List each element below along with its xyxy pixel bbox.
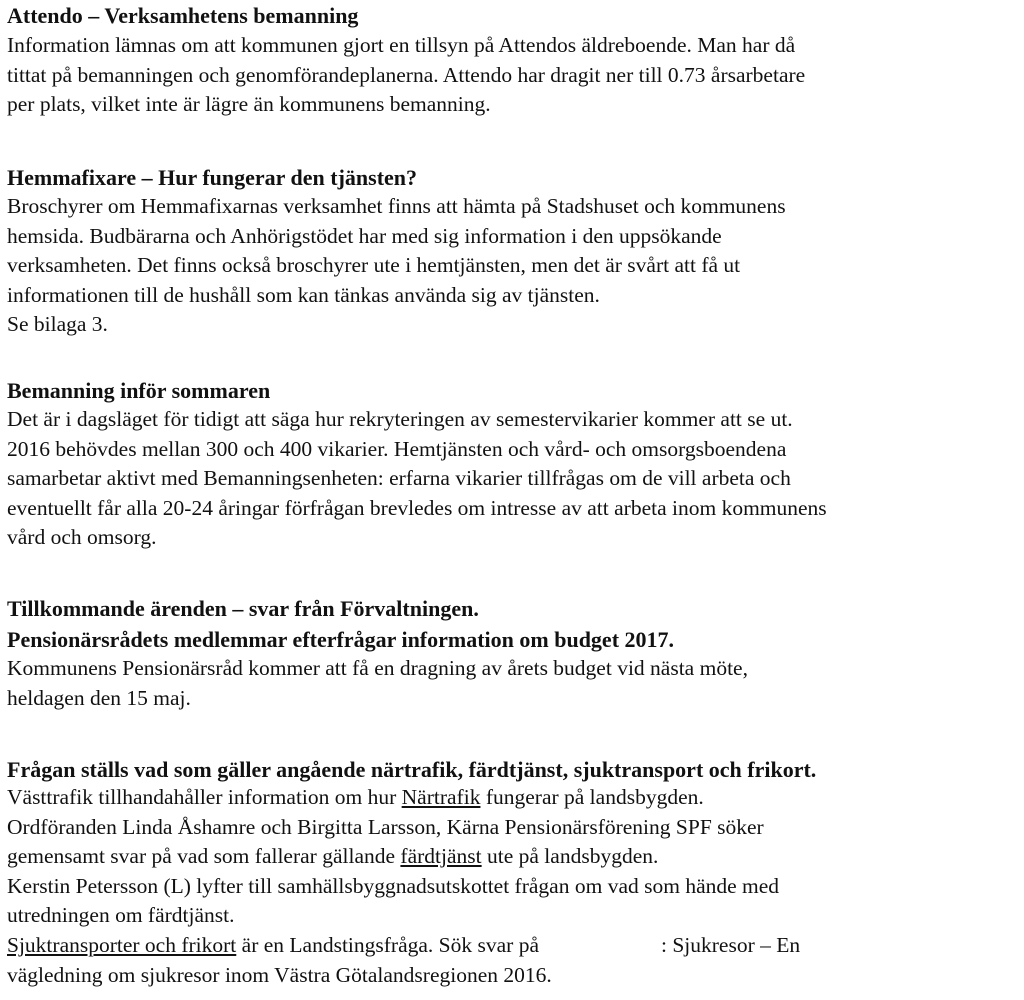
body-line: heldagen den 15 maj. <box>7 685 191 710</box>
body-line: Det är i dagsläget för tidigt att säga hur rekryteringen av semestervikarier kommer att se ut. <box>7 407 793 431</box>
body-line: 2016 behövdes mellan 300 och 400 vikarier. Hemtjänsten och vård- och omsorgsboendena <box>7 436 787 461</box>
body-line: vägledning om sjukresor inom Västra Götalandsregionen 2016. <box>7 962 552 987</box>
body-line: utredningen om färdtjänst. <box>7 903 235 928</box>
body-line: Kommunens Pensionärsråd kommer att få en dragning av årets budget vid nästa möte, <box>7 656 748 680</box>
section-body <box>7 654 1022 713</box>
body-line <box>7 783 1022 813</box>
text-fragment: ute på landsbygden. <box>481 844 659 869</box>
body-line <box>7 931 1022 961</box>
section-body <box>7 192 1022 340</box>
section-hemmafixare <box>7 165 1022 340</box>
section-fardtjanst <box>7 757 1022 990</box>
body-line: eventuellt får alla 20-24 åringar förfrågan brevledes om intresse av att arbeta inom kommunens <box>7 495 827 520</box>
text-fragment: fungerar på landsbygden. <box>480 785 704 809</box>
section-heading: Bemanning inför sommaren <box>7 378 271 403</box>
section-body <box>7 783 1022 990</box>
section-heading: Hemmafixare – Hur fungerar den tjänsten? <box>7 165 418 190</box>
body-line <box>7 842 1022 872</box>
text-fragment: gemensamt svar på vad som fallerar gällande <box>7 844 401 869</box>
body-line: per plats, vilket inte är lägre än kommunens bemanning. <box>7 92 491 117</box>
body-line: Ordföranden Linda Åshamre och Birgitta Larsson, Kärna Pensionärsförening SPF söker <box>7 814 764 839</box>
body-line: Se bilaga 3. <box>7 312 108 337</box>
link-sjuktransporter[interactable]: Sjuktransporter och frikort <box>7 932 237 957</box>
body-line: tittat på bemanningen och genomförandeplanerna. Attendo har dragit ner till 0.73 årsarbetare <box>7 62 806 87</box>
section-bemanning-sommar <box>7 378 1022 553</box>
section-subheading: Pensionärsrådets medlemmar efterfrågar information om budget 2017. <box>7 627 675 652</box>
section-tillkommande <box>7 596 1022 713</box>
text-fragment: är en Landstingsfråga. Sök svar på <box>236 932 539 957</box>
section-heading: Frågan ställs vad som gäller angående närtrafik, färdtjänst, sjuktransport och frikort. <box>7 757 817 782</box>
body-line: verksamheten. Det finns också broschyrer ute i hemtjänsten, men det är svårt att få ut <box>7 253 741 278</box>
section-body <box>7 405 1022 553</box>
body-line: samarbetar aktivt med Bemanningsenheten: erfarna vikarier tillfrågas om de vill arbeta och <box>7 466 791 491</box>
body-line: Broschyrer om Hemmafixarnas verksamhet finns att hämta på Stadshuset och kommunens <box>7 194 786 218</box>
body-line: vård och omsorg. <box>7 525 157 550</box>
link-fardtjanst[interactable]: färdtjänst <box>400 844 482 869</box>
section-attendo <box>7 3 1022 120</box>
body-line: informationen till de hushåll som kan tänkas använda sig av tjänsten. <box>7 282 600 307</box>
body-line: Kerstin Petersson (L) lyfter till samhällsbyggnadsutskottet frågan om vad som hände med <box>7 873 780 898</box>
body-line: hemsida. Budbärarna och Anhörigstödet har med sig information i den uppsökande <box>7 223 722 248</box>
link-nartrafik[interactable]: Närtrafik <box>401 785 481 809</box>
text-fragment: Västtrafik tillhandahåller information om hur <box>7 785 402 809</box>
section-heading: Tillkommande ärenden – svar från Förvaltningen. <box>7 596 479 621</box>
text-fragment: : Sjukresor – En <box>660 932 801 957</box>
body-line: Information lämnas om att kommunen gjort en tillsyn på Attendos äldreboende. Man har då <box>7 33 796 57</box>
section-heading: Attendo – Verksamhetens bemanning <box>7 3 359 28</box>
section-body <box>7 31 1022 120</box>
